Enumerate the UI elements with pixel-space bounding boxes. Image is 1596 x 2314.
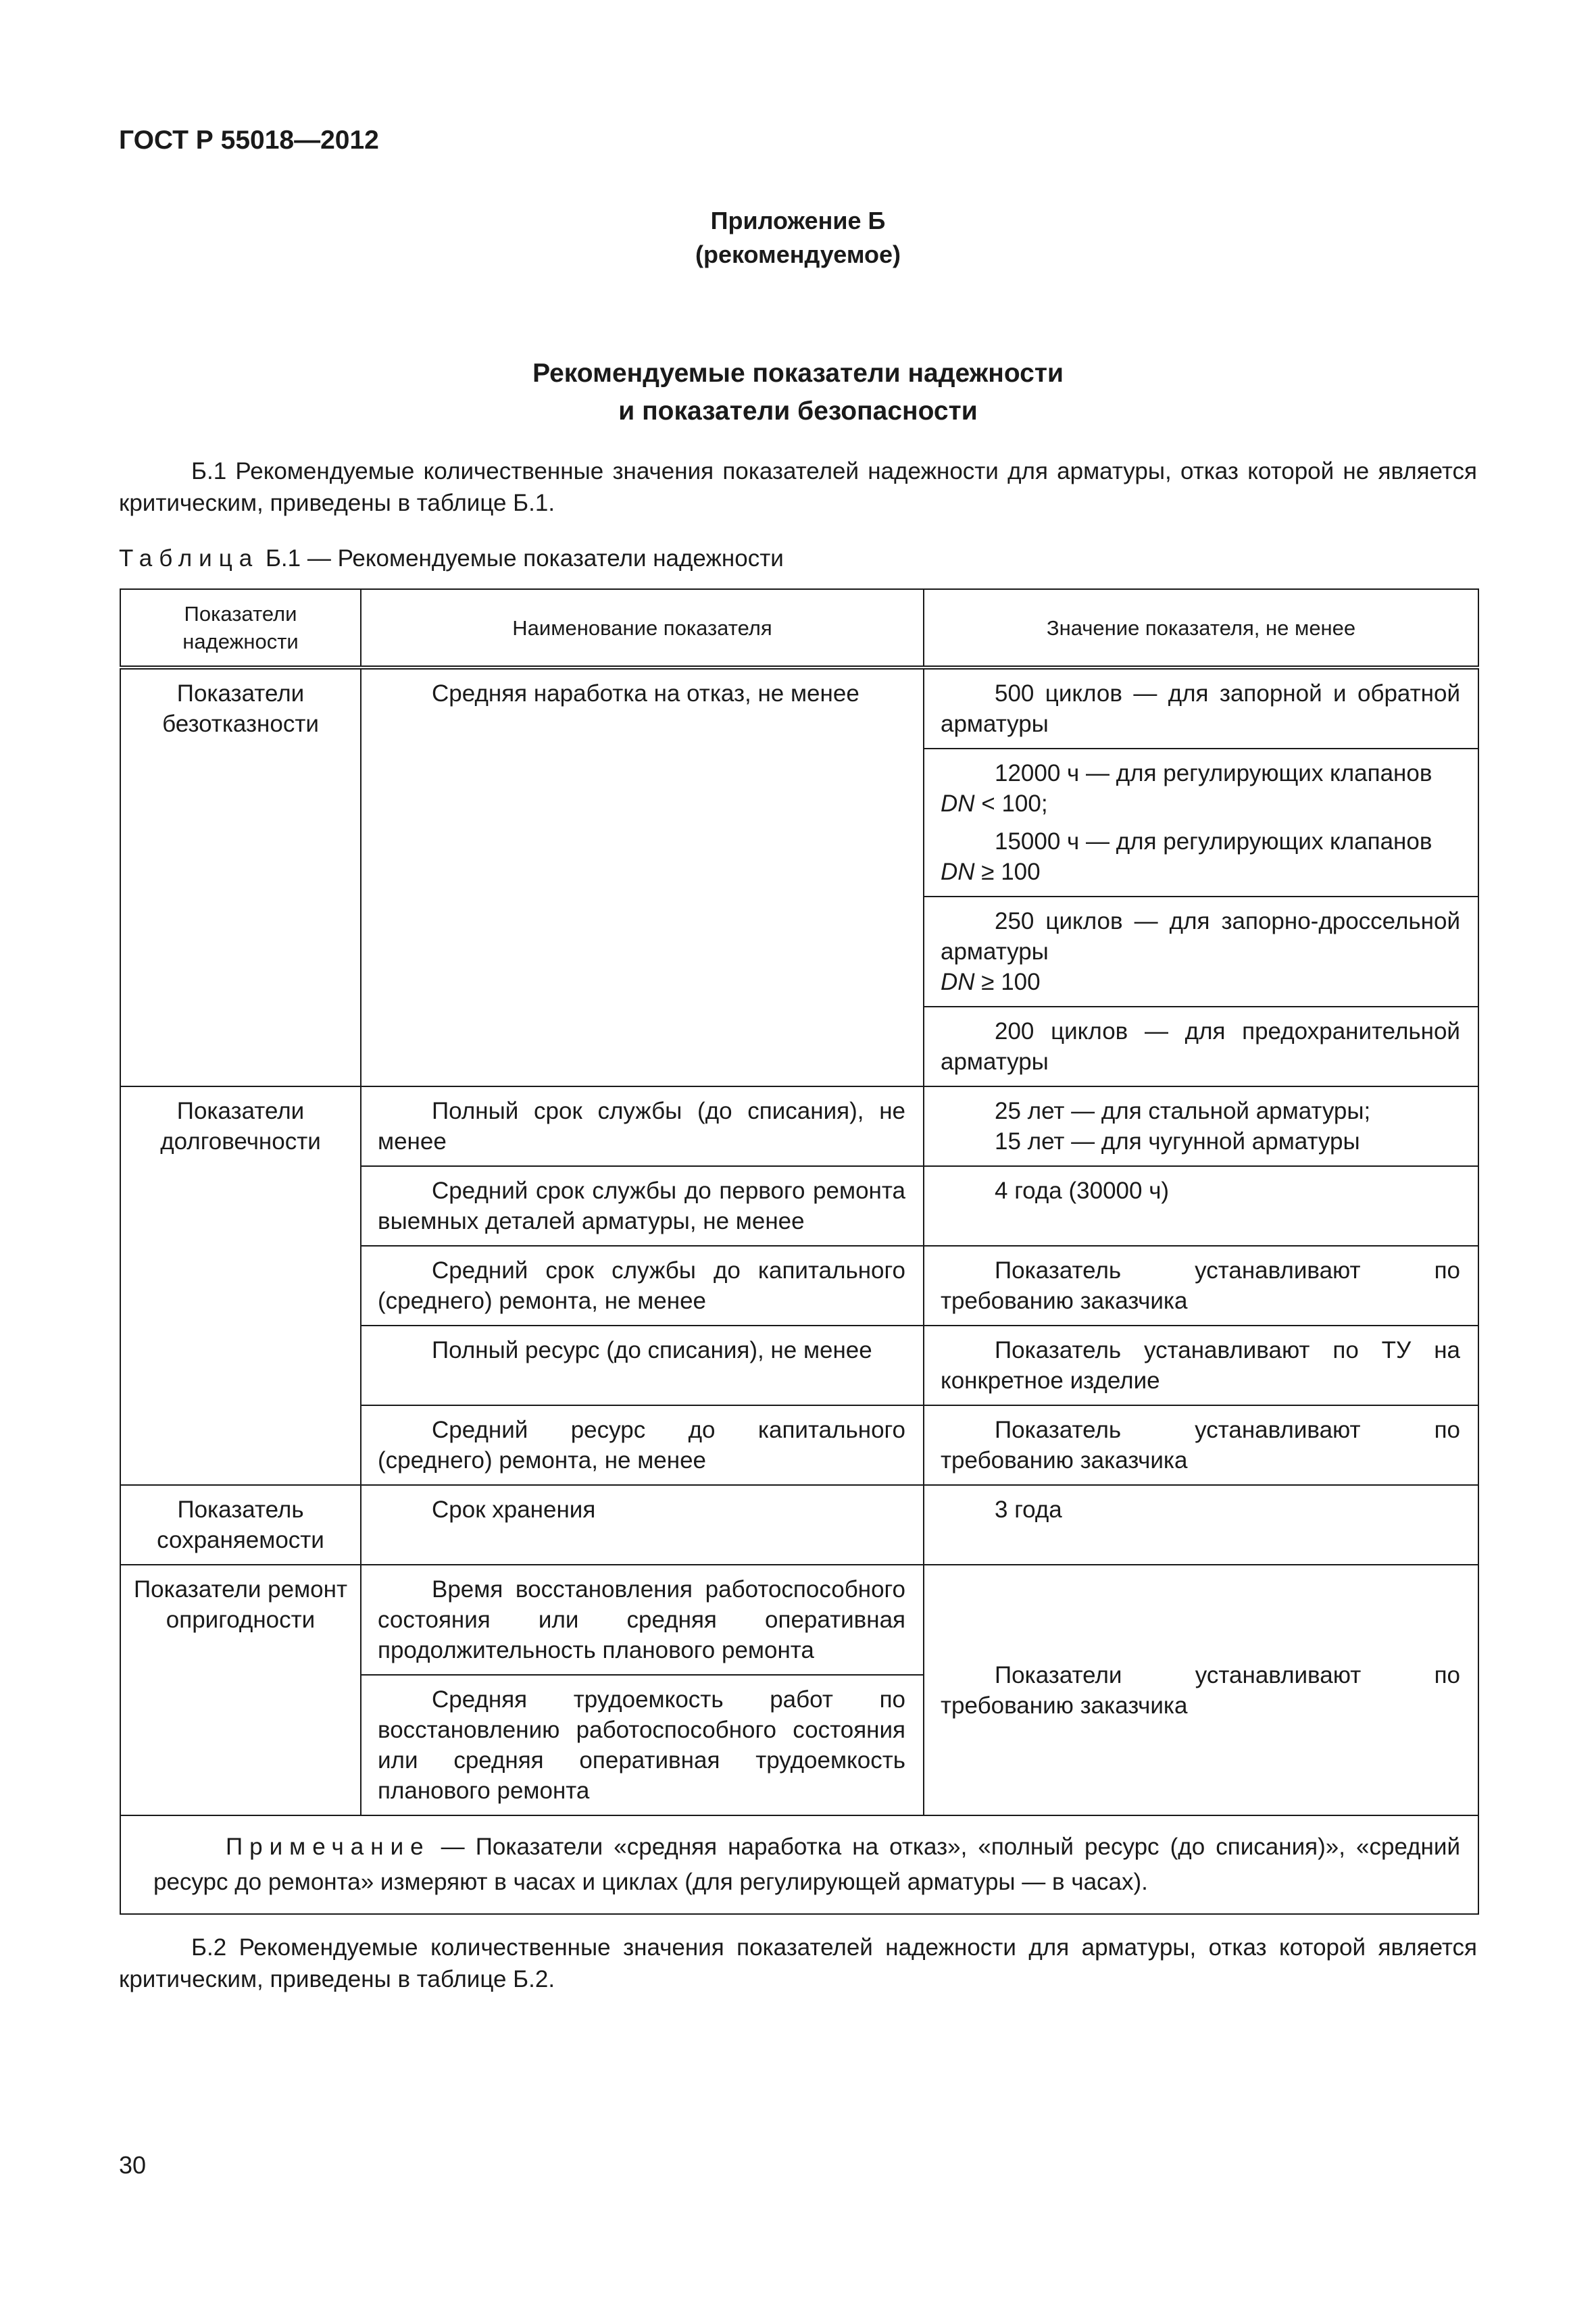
paragraph-b1: Б.1 Рекомендуемые количественные значения показателей надежности для арматуры, отказ которой не является критическим, приведены в таблице Б.1. [119,458,1477,516]
indicator-cell: Средний ресурс до капитального (среднего) ремонта, не менее [361,1405,924,1485]
table-note-row [120,1815,1478,1914]
table-caption-text: Б.1 — Рекомендуемые показатели надежности [259,545,784,572]
value-cell: 4 года (30000 ч) [924,1166,1478,1246]
table-header-row [120,589,1478,668]
header-cell-name: Наименование показателя [361,589,924,668]
group-cell-durability: Показатели долговечности [120,1086,361,1485]
paragraph-b2: Б.2 Рекомендуемые количественные значения показателей надежности для арматуры, отказ которой является критическим, приведены в таблице Б.2. [119,1934,1477,1992]
value-cell: 200 циклов — для предохранительной арматуры [924,1007,1478,1086]
indicator-cell: Средний срок службы до первого ремонта выемных деталей арматуры, не менее [361,1166,924,1246]
section-heading-line2: и показатели безопасности [618,397,978,426]
value-cell: Показатель устанавливают по ТУ на конкретное изделие [924,1326,1478,1405]
page-number: 30 [119,2151,147,2179]
note-text: — Показатели «средняя наработка на отказ», «полный ресурс (до списания)», «средний ресурс до ремонта» измеряют в часах и циклах (для регулирующей арматуры — в часах). [153,1834,1460,1895]
standard-number: ГОСТ Р 55018—2012 [119,126,379,155]
appendix-title-block [119,204,1477,272]
table-row [120,1086,1478,1166]
table-row [120,668,1478,749]
indicator-cell: Средняя наработка на отказ, не менее [361,668,924,1086]
section-heading-line1: Рекомендуемые показатели надежности [532,359,1064,388]
header-cell-value: Значение показателя, не менее [924,589,1478,668]
value-cell: 12000 ч — для регулирующих клапанов DN < 100; 15000 ч — для регулирующих клапанов DN ≥ 100 [924,749,1478,897]
value-cell: Показатели устанавливают по требованию заказчика [924,1565,1478,1815]
indicator-cell: Время восстановления работоспособного состояния или средняя оперативная продолжительность планового ремонта [361,1565,924,1675]
group-cell-reliability: Показатели безотказности [120,668,361,1086]
table-row [120,1565,1478,1675]
indicator-cell: Полный срок службы (до списания), не менее [361,1086,924,1166]
header-cell-indicators: Показатели надежности [120,589,361,668]
table-caption [119,545,784,572]
table-caption-label: Таблица [119,545,259,572]
value-cell: Показатель устанавливают по требованию заказчика [924,1405,1478,1485]
table-row [120,1485,1478,1565]
group-cell-storability: Показатель сохраняемости [120,1485,361,1565]
value-cell: 500 циклов — для запорной и обратной арматуры [924,668,1478,749]
group-cell-maintainability: Показатели ремонтопригодности [120,1565,361,1815]
table-note [120,1815,1478,1914]
value-cell: 3 года [924,1485,1478,1565]
section-heading [119,355,1477,430]
indicator-cell: Полный ресурс (до списания), не менее [361,1326,924,1405]
note-label: Примечание [226,1834,430,1860]
reliability-table [120,588,1479,1915]
indicator-cell: Средний срок службы до капитального (среднего) ремонта, не менее [361,1246,924,1326]
indicator-cell: Средняя трудоемкость работ по восстановлению работоспособного состояния или средняя оперативная трудоемкость планового ремонта [361,1675,924,1815]
value-cell: 250 циклов — для запорно-дроссельной арматуры DN ≥ 100 [924,897,1478,1007]
indicator-cell: Срок хранения [361,1485,924,1565]
value-cell: 25 лет — для стальной арматуры; 15 лет — для чугунной арматуры [924,1086,1478,1166]
appendix-subtitle: (рекомендуемое) [695,241,901,268]
appendix-title: Приложение Б [710,207,886,234]
value-cell: Показатель устанавливают по требованию заказчика [924,1246,1478,1326]
